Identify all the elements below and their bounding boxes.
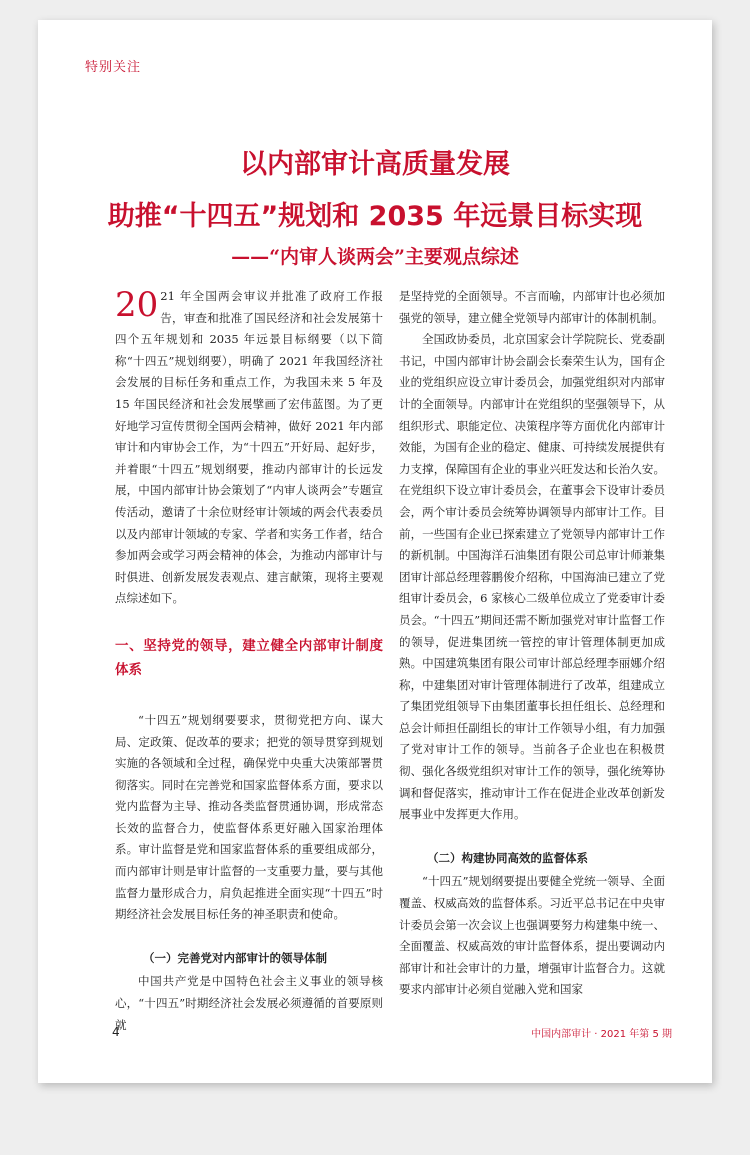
right-column	[399, 286, 665, 1001]
paragraph: “十四五”规划纲要要求，贯彻党把方向、谋大局、定政策、促改革的要求；把党的领导贯穿到规划实施的各领域和全过程，确保党中央重大决策部署贯彻落实。同时在完善党和国家监督体系方面，要求以党内监督为主导、推动各类监督贯通协调，形成常态长效的监督合力，使监督体系更好融入国家治理体系。审计监督是党和国家监督体系的重要组成部分，而内部审计则是审计监督的一支重要力量，要与其他监督力量形成合力，肩负起推进全面实现“十四五”时期经济社会发展目标任务的神圣职责和使命。	[115, 712, 383, 922]
dropcap: 20	[115, 285, 159, 325]
paragraph: 是坚持党的全面领导。不言而喻，内部审计也必须加强党的领导，建立健全党领导内部审计的体制机制。	[399, 289, 665, 325]
subtitle: ——“内审人谈两会”主要观点综述	[231, 246, 519, 268]
intro-paragraph	[115, 286, 383, 610]
subheading-1: （一）完善党对内部审计的领导体制	[143, 950, 327, 965]
section-tag: 特别关注	[85, 60, 142, 75]
title-line-2: 助推“十四五”规划和 2035 年远景目标实现	[107, 201, 643, 232]
paragraph: “十四五”规划纲要提出要健全党统一领导、全面覆盖、权威高效的监督体系。习近平总书记在中央审计委员会第一次会议上也强调要努力构建集中统一、全面覆盖、权威高效的审计监督体系，提出要调动内部审计和社会审计的力量，增强审计监督合力。这就要求内部审计必须自觉融入党和国家	[399, 874, 665, 997]
left-column	[115, 286, 383, 1036]
subheading-2: （二）构建协同高效的监督体系	[427, 850, 588, 865]
paragraph: 全国政协委员，北京国家会计学院院长、党委副书记，中国内部审计协会副会长秦荣生认为，国有企业的党组织应设立审计委员会，加强党组织对内部审计的全面领导。内部审计在党组织的坚强领导下，从组织形式、职能定位、决策程序等方面优化内部审计效能，为国有企业的稳定、健康、可持续发展提供有力支撑，保障国有企业的事业兴旺发达和长治久安。在党组织下设立审计委员会，在董事会下设审计委员会，两个审计委员会统筹协调领导内部审计工作。目前，一些国有企业已探索建立了党领导内部审计工作的新机制。中国海洋石油集团有限公司总审计师兼集团审计部总经理蓉鹏俊介绍称，中国海油已建立了党组审计委员会，6 家核心二级单位成立了党委审计委员会。“十四五”期间还需不断加强党对审计监督工作的领导，促进集团统一管控的审计管理体制更加成熟。中国建筑集团有限公司审计部总经理李丽娜介绍称，中建集团对审计管理体制进行了改革，组建成立了集团党组领导下由集团董事长担任组长、总经理和总会计师担任副组长的审计工作领导小组，有力加强了党对审计工作的领导。当前各子企业也在积极贯彻、强化各级党组织对审计工作的领导，强化统筹协调和督促落实，推动审计工作在促进企业改革创新发展事业中发挥更大作用。	[399, 332, 665, 822]
intro-text: 21 年全国两会审议并批准了政府工作报告，审查和批准了国民经济和社会发展第十四个五年规划和 2035 年远景目标纲要（以下简称“十四五”规划纲要），明确了 2021 年我国经济社会发展的目标任务和重点工作，为我国未来 5 年及 15 年国民经济和社会发展擘画了宏伟蓝图。为了更好地学习宣传贯彻全国两会精神，做好 2021 年内部审计和内审协会工作，为“十四五”开好局、起好步，并着眼“十四五”规划纲要，推动内部审计的长远发展，中国内部审计协会策划了“内审人谈两会”专题宣传活动，邀请了十余位财经审计领域的两会代表委员以及内部审计领域的专家、学者和实务工作者，结合参加两会或学习两会精神的体会，为推动内部审计与时俱进、创新发展发表观点、建言献策，现将主要观点综述如下。	[115, 289, 383, 606]
page-number: 4	[112, 1025, 120, 1039]
journal-footer: 中国内部审计 · 2021 年第 5 期	[531, 1029, 672, 1040]
page	[38, 20, 712, 1083]
title-line-1: 以内部审计高质量发展	[240, 149, 510, 180]
section-heading-1: 一、坚持党的领导，建立健全内部审计制度体系	[115, 637, 383, 678]
paragraph: 中国共产党是中国特色社会主义事业的领导核心，“十四五”时期经济社会发展必须遵循的首要原则就	[115, 974, 383, 1032]
